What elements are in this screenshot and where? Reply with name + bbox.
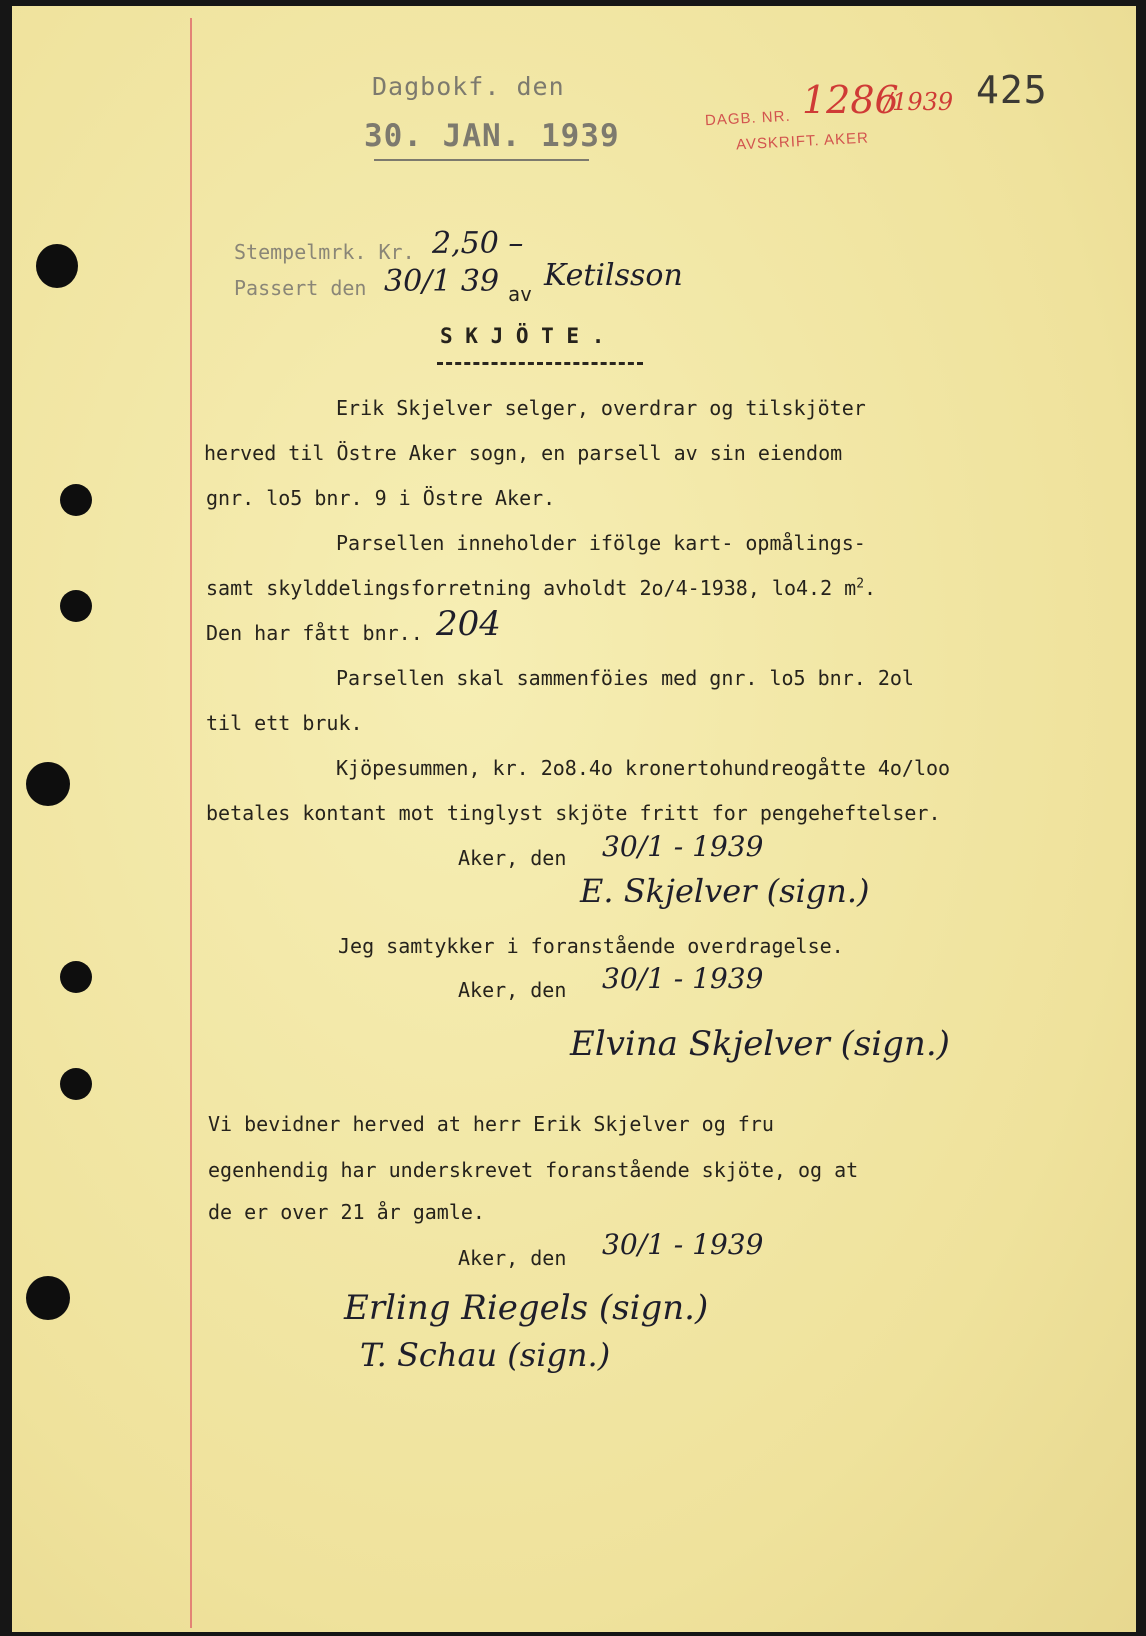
place-date-3-date: 30/1 - 1939 [602, 1228, 764, 1261]
document-title: S K J Ö T E . [440, 324, 605, 348]
signature-t-schau: T. Schau (sign.) [360, 1336, 611, 1374]
title-underline [437, 362, 643, 365]
red-stamp-avskrift: AVSKRIFT. AKER [735, 129, 870, 154]
place-date-1-label: Aker, den [458, 846, 567, 870]
dagbok-stamp-date: 30. JAN. 1939 [364, 118, 620, 154]
consent-line: Jeg samtykker i foranstående overdragelse. [338, 934, 844, 958]
p2-line3: Den har fått bnr.. [206, 621, 423, 645]
passert-label: Passert den [234, 276, 367, 300]
p3-line2: til ett bruk. [206, 711, 363, 735]
place-date-3-label: Aker, den [458, 1246, 567, 1270]
witness-line3: de er over 21 år gamle. [208, 1200, 485, 1224]
stamp-fee-amount: 2,50 – [432, 226, 524, 261]
p3-line1: Parsellen skal sammenföies med gnr. lo5 bnr. 2ol [336, 666, 914, 690]
witness-line1: Vi bevidner herved at herr Erik Skjelver og fru [208, 1112, 774, 1136]
passert-by-label: av [508, 282, 533, 306]
punch-hole-4 [26, 762, 70, 806]
dagb-number-suffix: /1939 [884, 88, 954, 116]
passert-date: 30/1 39 [384, 264, 500, 299]
bnr-handwritten: 204 [436, 604, 501, 644]
place-date-1-date: 30/1 - 1939 [602, 830, 764, 863]
p1-line2: herved til Östre Aker sogn, en parsell av sin eiendom [204, 441, 843, 465]
punch-hole-1 [36, 244, 78, 288]
passert-signer: Ketilsson [544, 258, 683, 293]
p4-line1: Kjöpesummen, kr. 2o8.4o kronertohundreogåtte 4o/loo [336, 756, 951, 780]
dagbok-date-underline [374, 159, 589, 161]
document-page [12, 6, 1136, 1632]
punch-hole-6 [60, 1068, 92, 1100]
dagb-number: 1286 [802, 78, 899, 122]
p4-line2: betales kontant mot tinglyst skjöte fritt for pengeheftelser. [206, 801, 941, 825]
place-date-2-date: 30/1 - 1939 [602, 962, 764, 995]
p2-line1: Parsellen inneholder ifölge kart- opmålings- [336, 531, 866, 555]
punch-hole-7 [26, 1276, 70, 1320]
p1-line3: gnr. lo5 bnr. 9 i Östre Aker. [206, 486, 556, 510]
place-date-2-label: Aker, den [458, 978, 567, 1002]
p2-line2-text: samt skylddelingsforretning avholdt 2o/4-1938, lo4.2 m [206, 576, 857, 600]
punch-hole-3 [60, 590, 92, 622]
witness-line2: egenhendig har underskrevet foranstående skjöte, og at [208, 1158, 859, 1182]
stamp-fee-label: Stempelmrk. Kr. [234, 240, 415, 264]
dagbok-stamp-label: Dagbokf. den [372, 72, 565, 101]
margin-line [190, 18, 192, 1628]
p2-line2 [206, 576, 876, 600]
page-number: 425 [976, 68, 1048, 112]
signature-e-skjelver: E. Skjelver (sign.) [580, 872, 870, 910]
p2-line2-end: . [864, 576, 877, 600]
red-stamp-dagb-nr: DAGB. NR. [704, 107, 792, 130]
punch-hole-2 [60, 484, 92, 516]
p2-line2-sup: 2 [856, 576, 865, 592]
punch-hole-5 [60, 961, 92, 993]
signature-erling-riegels: Erling Riegels (sign.) [344, 1288, 709, 1328]
signature-elvina-skjelver: Elvina Skjelver (sign.) [570, 1024, 950, 1064]
p1-line1: Erik Skjelver selger, overdrar og tilskjöter [336, 396, 866, 420]
